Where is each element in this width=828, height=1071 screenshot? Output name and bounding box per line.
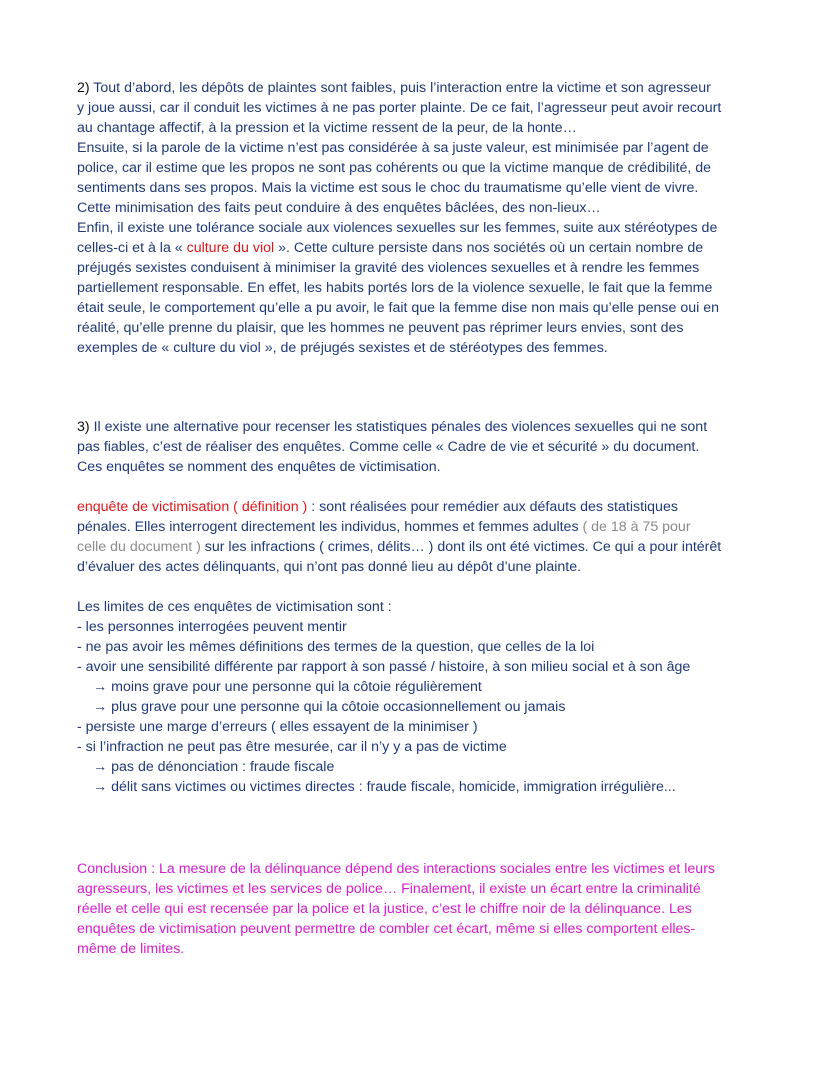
paragraph-line: Enfin, il existe une tolérance sociale aux violences sexuelles sur les femmes, suite aux stéréotypes de <box>77 220 718 236</box>
paragraph-line: 2) Tout d’abord, les dépôts de plaintes sont faibles, puis l’interaction entre la victime et son agresseur <box>77 80 711 96</box>
paragraph-line: celle du document ) sur les infractions ( crimes, délits… ) dont ils ont été victimes. Ce qui a pour intérêt <box>77 539 722 555</box>
sub-list-item: → délit sans victimes ou victimes directes : fraude fiscale, homicide, immigration irrégulière... <box>93 779 676 795</box>
definition-paragraph <box>77 497 757 577</box>
paragraph-line: au chantage affectif, à la pression et la victime ressent de la peur, de la honte… <box>77 120 577 136</box>
gray-note: celle du document ) <box>77 539 201 555</box>
limits-list <box>77 597 757 797</box>
list-item: - ne pas avoir les mêmes définitions des termes de la question, que celles de la loi <box>77 639 595 655</box>
conclusion-paragraph <box>77 859 757 959</box>
paragraph-line: réelle et celle qui est recensée par la police et la justice, c’est le chiffre noir de la délinquance. Les <box>77 901 692 917</box>
list-item: - si l’infraction ne peut pas être mesurée, car il n’y y a pas de victime <box>77 739 507 755</box>
paragraph-line: agresseurs, les victimes et les services de police… Finalement, il existe un écart entre la criminalité <box>77 881 701 897</box>
paragraph-line: enquête de victimisation ( définition ) : sont réalisées pour remédier aux défauts des statistiques <box>77 499 678 515</box>
paragraph-line: Ces enquêtes se nomment des enquêtes de victimisation. <box>77 459 441 475</box>
section-2-paragraph <box>77 78 757 358</box>
definition-term: enquête de victimisation ( définition ) <box>77 499 312 515</box>
paragraph-line: Cette minimisation des faits peut conduire à des enquêtes bâclées, des non-lieux… <box>77 200 601 216</box>
paragraph-line: préjugés sexistes conduisent à minimiser la gravité des violences sexuelles et à rendre les femmes <box>77 260 700 276</box>
paragraph-line: réalité, qu’elle prenne du plaisir, que les hommes ne peuvent pas réprimer leurs envies, sont des <box>77 320 684 336</box>
paragraph-line: même de limites. <box>77 941 185 957</box>
paragraph-line: exemples de « culture du viol », de préjugés sexistes et de stéréotypes des femmes. <box>77 340 608 356</box>
paragraph-line: Conclusion : La mesure de la délinquance dépend des interactions sociales entre les victimes et leurs <box>77 861 716 877</box>
paragraph-line: enquêtes de victimisation peuvent permettre de combler cet écart, même si elles comportent elles- <box>77 921 696 937</box>
section-3-paragraph <box>77 417 757 477</box>
sub-list-item: → plus grave pour une personne qui la côtoie occasionnellement ou jamais <box>93 699 566 715</box>
section-number: 3) <box>77 419 90 435</box>
list-item: - persiste une marge d’erreurs ( elles essayent de la minimiser ) <box>77 719 478 735</box>
sub-list-item: → moins grave pour une personne qui la côtoie régulièrement <box>93 679 482 695</box>
paragraph-line: d’évaluer des actes délinquants, qui n’ont pas donné lieu au dépôt d’une plainte. <box>77 559 582 575</box>
paragraph-line: partiellement responsable. En effet, les habits portés lors de la violence sexuelle, le fait que la femme <box>77 280 713 296</box>
limits-heading: Les limites de ces enquêtes de victimisation sont : <box>77 599 392 615</box>
paragraph-line: y joue aussi, car il conduit les victimes à ne pas porter plainte. De ce fait, l’agresseur peut avoir recourt <box>77 100 722 116</box>
sub-list-item: → pas de dénonciation : fraude fiscale <box>93 759 335 775</box>
gray-note: ( de 18 à 75 pour <box>582 519 691 535</box>
list-item: - les personnes interrogées peuvent mentir <box>77 619 347 635</box>
highlighted-term: culture du viol <box>186 240 275 256</box>
paragraph-line: pénales. Elles interrogent directement les individus, hommes et femmes adultes ( de 18 à 75 pour <box>77 519 691 535</box>
list-item: - avoir une sensibilité différente par rapport à son passé / histoire, à son milieu social et à son âge <box>77 659 691 675</box>
paragraph-line: police, car il estime que les propos ne sont pas cohérents ou que la victime manque de crédibilité, de <box>77 160 712 176</box>
paragraph-line: celles-ci et à la « culture du viol ». Cette culture persiste dans nos sociétés où un certain nombre de <box>77 240 704 256</box>
paragraph-line: était seule, le comportement qu’elle a pu avoir, le fait que la femme dise non mais qu’elle pense oui en <box>77 300 719 316</box>
paragraph-line: 3) Il existe une alternative pour recenser les statistiques pénales des violences sexuelles qui ne sont <box>77 419 708 435</box>
paragraph-line: sentiments dans ses propos. Mais la victime est sous le choc du traumatisme qu’elle vient de vivre. <box>77 180 699 196</box>
section-number: 2) <box>77 80 90 96</box>
paragraph-line: pas fiables, c’est de réaliser des enquêtes. Comme celle « Cadre de vie et sécurité » du document. <box>77 439 700 455</box>
paragraph-line: Ensuite, si la parole de la victime n’est pas considérée à sa juste valeur, est minimisée par l’agent de <box>77 140 709 156</box>
